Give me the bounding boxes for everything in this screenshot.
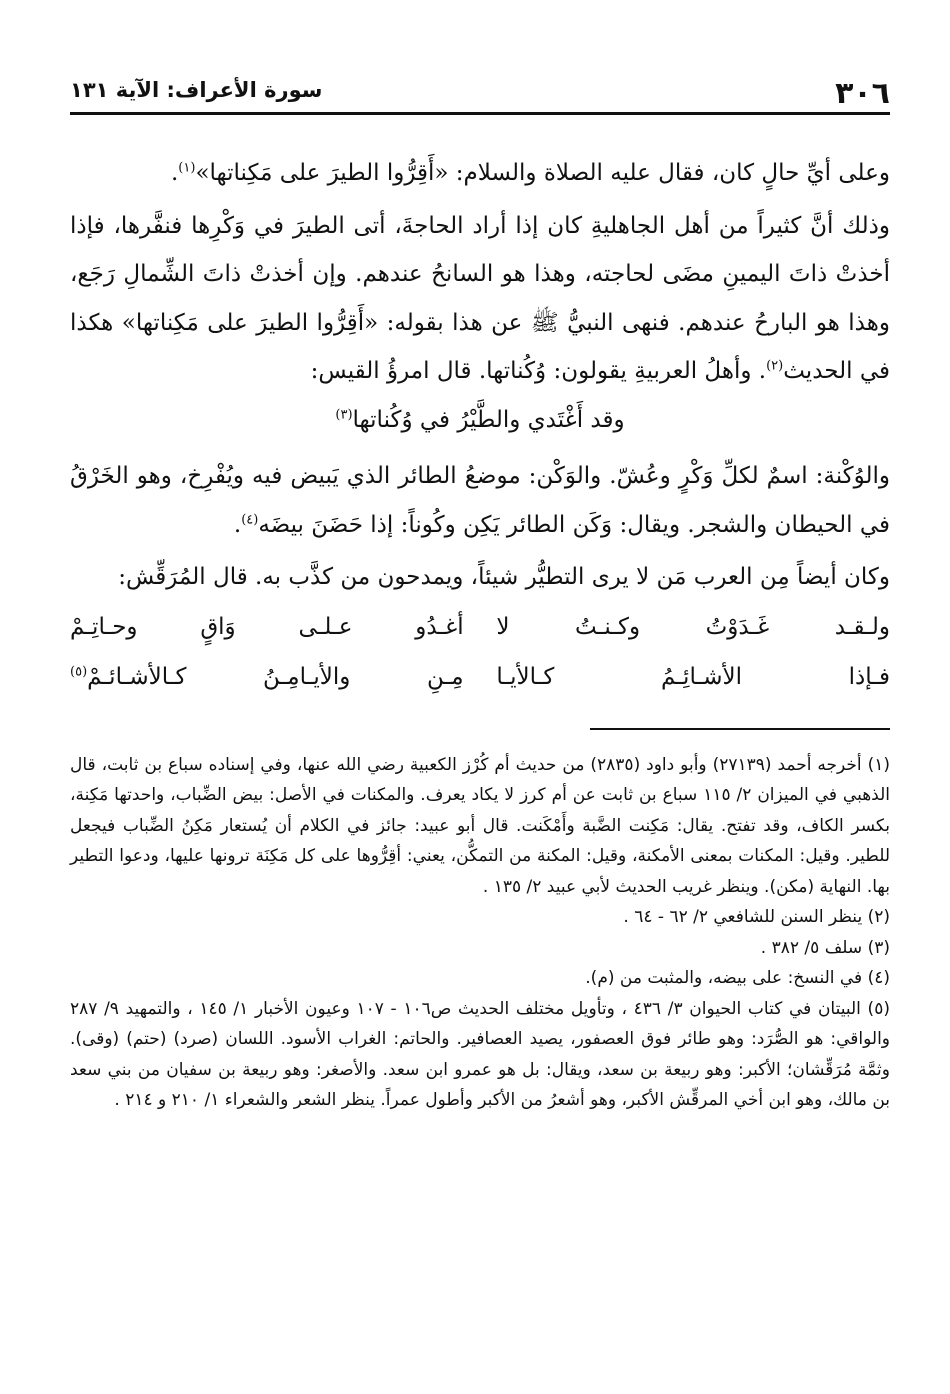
- footnote-ref-1: (١): [178, 160, 196, 176]
- paragraph-3-end: .: [233, 511, 242, 538]
- verse-line-2-second-half-text: مِـنِ والأيـامِـنُ كـالأشـائـمْ: [87, 663, 464, 690]
- verse-line-1-second-half: أغـدُو عـلـى وَاقٍ وحـاتِـمْ: [70, 613, 464, 640]
- footnote-3: (٣) سلف ٥/ ٣٨٢ .: [760, 937, 890, 958]
- verse-line-2-second-half: [70, 652, 464, 702]
- verse-line-1: [70, 602, 890, 652]
- footnote-ref-4: (٤): [241, 511, 259, 527]
- verse-1-text: وقد أَغْتَدي والطَّيْرُ في وُكُناتها: [352, 406, 625, 433]
- footnote-ref-5: (٥): [70, 663, 88, 679]
- footnotes: [70, 750, 890, 1116]
- paragraph-2-end: . وأهلُ العربيةِ يقولون: وُكُناتها. قال امرؤُ القيس:: [310, 358, 767, 384]
- paragraph-1-text: وعلى أيِّ حالٍ كان، فقال عليه الصلاة والسلام: «أَقِرُّوا الطيرَ على مَكِناتها»: [195, 160, 890, 186]
- page-number: ٣٠٦: [835, 76, 890, 111]
- page-header: [70, 62, 890, 115]
- running-title: سورة الأعراف: الآية ١٣١: [70, 78, 323, 102]
- footnote-separator: [590, 728, 890, 730]
- paragraph-3-text: والوُكْنة: اسمٌ لكلِّ وَكْرٍ وعُشّ. والوَكْن: موضعُ الطائر الذي يَبيض فيه ويُفْرِخ، وهو الخَرْقُ في الحيطان والشجر. ويقال: وَكَن الطائر يَكِن وكُوناً: إذا حَضَنَ بيضَه: [70, 463, 890, 538]
- paragraph-2-text: وذلك أنَّ كثيراً من أهل الجاهليةِ كان إذا أراد الحاجةَ، أتى الطيرَ في وَكْرِها فنفَّرها، فإذا أخذتْ ذاتَ اليمينِ مضَى لحاجته، وهذا هو السانحُ عندهم. وإن أخذتْ ذاتَ الشِّمالِ رَجَع، وهذا هو البارحُ عندهم. فنهى النبيُّ ﷺ عن هذا بقوله: «أَقِرُّوا الطيرَ على مَكِناتها» هكذا في الحديث: [70, 212, 890, 384]
- verse-line-2: [70, 652, 890, 702]
- paragraph-1-end: .: [170, 160, 179, 186]
- verse-imru-al-qays: [70, 396, 890, 445]
- verse-line-2-first-half: فـإذا الأشـائِـمُ كـالأيـا: [496, 663, 890, 690]
- footnote-ref-3: (٣): [335, 406, 353, 422]
- main-text: [70, 149, 890, 702]
- footnote-5: (٥) البيتان في كتاب الحيوان ٣/ ٤٣٦ ، وتأويل مختلف الحديث ص١٠٦ - ١٠٧ وعيون الأخبار ١/ ١٤٥ ، والتمهيد ٩/ ٢٨٧ والواقي: هو الصُّرَد: وهو طائر فوق العصفور، يصيد العصافير. والحاتم: الغراب الأسود. اللسان (صرد) (حتم) (وقى). وثمَّة مُرَقِّشان؛ الأكبر: وهو ربيعة بن سعد، ويقال: بل هو عمرو ابن سعد. والأصغر: وهو ربيعة بن سفيان من بني سعد بن مالك، وهو ابن أخي المرقِّش الأكبر، وهو أشعرُ من الأكبر وأطول عمراً. ينظر الشعر والشعراء ١/ ٢١٠ و ٢١٤ .: [70, 998, 890, 1110]
- paragraph-2: [70, 202, 890, 396]
- paragraph-1: [70, 149, 890, 198]
- paragraph-4: [70, 553, 890, 602]
- paragraph-3: [70, 452, 890, 549]
- document-page: [70, 62, 890, 1116]
- paragraph-4-text: وكان أيضاً مِن العرب مَن لا يرى التطيُّر شيئاً، ويمدحون من كذَّب به. قال المُرَقِّش:: [118, 564, 890, 590]
- footnote-ref-2: (٢): [766, 358, 784, 374]
- footnote-4: (٤) في النسخ: على بيضه، والمثبت من (م).: [585, 968, 890, 988]
- verse-line-1-first-half: ولـقـد غَـدَوْتُ وكـنـتُ لا: [496, 613, 890, 640]
- footnote-1: (١) أخرجه أحمد (٢٧١٣٩) وأبو داود (٢٨٣٥) من حديث أم كُرْز الكعبية رضي الله عنها، وفي إسناده سباع بن ثابت، قال الذهبي في الميزان ٢/ ١١٥ سباع بن ثابت عن أم كرز لا يكاد يعرف. والمكنات في الأصل: بيض الضِّباب، واحدتها مَكِنة، بكسر الكاف، وقد تفتح. يقال: مَكِنت الضَّبة وأَمْكَنت. قال أبو عبيد: جائز في الكلام أن يُستعار مَكِنُ الضِّباب فيجعل للطير. وقيل: المكنات بمعنى الأمكنة، وقيل: المكنة من التمكُّن، يعني: أقِرُّوها على كل مَكِنَة ترونها عليها، ودعوا التطير بها. النهاية (مكن). وينظر غريب الحديث لأبي عبيد ٢/ ١٣٥ .: [70, 754, 890, 897]
- footnote-2: (٢) ينظر السنن للشافعي ٢/ ٦٢ - ٦٤ .: [623, 907, 890, 927]
